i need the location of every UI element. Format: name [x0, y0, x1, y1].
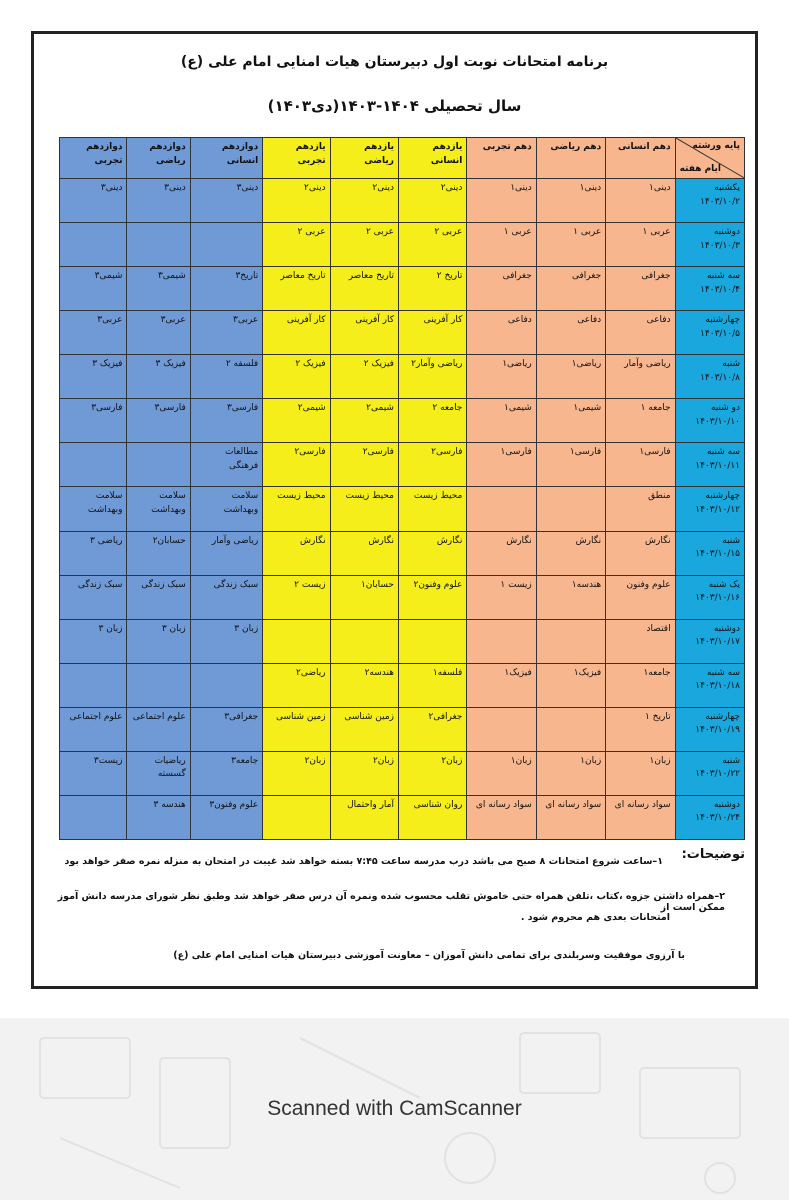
exam-schedule-document — [31, 31, 758, 989]
exam-cell: حسابان۲ — [127, 531, 190, 575]
exam-cell: زبان۱ — [467, 751, 536, 795]
day-date: ۱۴۰۳/۱۰/۳ — [700, 240, 740, 251]
day-name: سه شنبه — [706, 667, 740, 678]
exam-cell: عربی ۲ — [330, 223, 398, 267]
day-cell — [675, 267, 744, 311]
exam-cell: تاریخ معاصر — [330, 267, 398, 311]
day-name: شنبه — [722, 535, 740, 546]
exam-cell: عربی ۲ — [398, 223, 466, 267]
exam-cell: فیزیک ۲ — [330, 355, 398, 399]
note-1: ۱–ساعت شروع امتحانات ۸ صبح می باشد درب مدرسه ساعت ۷:۴۵ بسته خواهد شد غیبت در امتحان به منزله نمره صفر خواهد بود — [64, 856, 663, 867]
day-cell — [675, 575, 744, 619]
day-date: ۱۴۰۳/۱۰/۵ — [700, 328, 740, 339]
table-body — [60, 179, 745, 840]
exam-cell: نگارش — [467, 531, 536, 575]
exam-cell: دینی۱ — [467, 179, 536, 223]
column-header: دوازدهم ریاضی — [127, 138, 190, 179]
day-date: ۱۴۰۳/۱۰/۱۱ — [695, 460, 740, 471]
exam-cell — [60, 443, 127, 487]
exam-cell: زبان ۳ — [190, 619, 262, 663]
exam-cell — [467, 487, 536, 531]
column-header: دوازدهم انسانی — [190, 138, 262, 179]
exam-cell: سلامت وبهداشت — [60, 487, 127, 531]
exam-cell: نگارش — [263, 531, 330, 575]
exam-cell: هندسه۲ — [330, 663, 398, 707]
exam-cell — [398, 619, 466, 663]
day-date: ۱۴۰۳/۱۰/۱۶ — [695, 593, 740, 604]
table-row — [60, 795, 745, 839]
exam-cell — [60, 223, 127, 267]
exam-cell: سلامت وبهداشت — [190, 487, 262, 531]
exam-cell — [127, 443, 190, 487]
exam-cell: زبان ۳ — [60, 619, 127, 663]
exam-cell: دینی۱ — [536, 179, 605, 223]
exam-cell: سبک زندگی — [190, 575, 262, 619]
day-date: ۱۴۰۳/۱۰/۱۵ — [695, 549, 740, 559]
day-name: یکشنبه — [714, 183, 740, 193]
exam-cell: علوم اجتماعی — [60, 707, 127, 751]
exam-cell: سواد رسانه ای — [606, 795, 675, 839]
exam-cell: عربی۳ — [127, 311, 190, 355]
exam-cell: جامعه ۲ — [398, 399, 466, 443]
exam-cell — [330, 619, 398, 663]
exam-cell: دینی۲ — [398, 179, 466, 223]
exam-cell: جغرافی — [536, 267, 605, 311]
exam-cell: زمین شناسی — [263, 707, 330, 751]
exam-cell: فارسی۱ — [606, 443, 675, 487]
exam-cell: ریاضی ۳ — [60, 531, 127, 575]
exam-cell — [263, 795, 330, 839]
exam-cell: زبان۱ — [536, 751, 605, 795]
table-row — [60, 487, 745, 531]
exam-cell: ریاضی وآمار۲ — [398, 355, 466, 399]
exam-cell — [263, 619, 330, 663]
table-row — [60, 267, 745, 311]
exam-cell — [536, 707, 605, 751]
notes-label: توضیحات: — [681, 847, 745, 862]
table-row — [60, 707, 745, 751]
exam-cell: دینی۳ — [190, 179, 262, 223]
day-cell — [675, 355, 744, 399]
column-header: دهم ریاضی — [536, 138, 605, 179]
exam-cell: فارسی۳ — [60, 399, 127, 443]
day-cell — [675, 795, 744, 839]
table-row — [60, 443, 745, 487]
day-name: شنبه — [722, 755, 740, 766]
day-cell — [675, 399, 744, 443]
exam-cell: دینی۱ — [606, 179, 675, 223]
exam-cell: شیمی۱ — [536, 399, 605, 443]
exam-cell: اقتصاد — [606, 619, 675, 663]
day-date: ۱۴۰۳/۱۰/۴ — [700, 284, 740, 295]
exam-cell: مطالعات فرهنگی — [190, 443, 262, 487]
column-header: دهم انسانی — [606, 138, 675, 179]
academic-year-title: سال تحصیلی ۱۴۰۴-۱۴۰۳(دی۱۴۰۳) — [267, 97, 522, 115]
exam-cell: محیط زیست — [263, 487, 330, 531]
exam-cell: شیمی۱ — [467, 399, 536, 443]
exam-cell: شیمی۳ — [127, 267, 190, 311]
exam-cell: زبان۱ — [606, 751, 675, 795]
exam-cell: نگارش — [606, 531, 675, 575]
exam-cell: فلسفه۱ — [398, 663, 466, 707]
exam-cell: عربی۳ — [60, 311, 127, 355]
exam-cell: فیزیک ۳ — [60, 355, 127, 399]
table-row — [60, 355, 745, 399]
exam-cell: سواد رسانه ای — [467, 795, 536, 839]
exam-cell: جغرافی۲ — [398, 707, 466, 751]
exam-cell: حسابان۱ — [330, 575, 398, 619]
exam-cell: شیمی۲ — [330, 399, 398, 443]
exam-cell: محیط زیست — [330, 487, 398, 531]
table-row — [60, 399, 745, 443]
exam-cell: فیزیک ۲ — [263, 355, 330, 399]
exam-cell: علوم وفنون — [606, 575, 675, 619]
table-row — [60, 619, 745, 663]
exam-cell: علوم وفنون۳ — [190, 795, 262, 839]
note-2: ۲–همراه داشتن جزوه ،کتاب ،تلفن همراه حتی خاموش تقلب محسوب شده ونمره آن درس صفر خواهد شد وطبق نظر شورای مدرسه دانش آموز ممکن است از — [57, 891, 725, 913]
day-name: چهارشنبه — [705, 711, 740, 722]
exam-cell: فیزیک۱ — [536, 663, 605, 707]
header-corner-bottom: ایام هفته — [679, 163, 722, 174]
exam-cell: هندسه۱ — [536, 575, 605, 619]
day-name: یک شنبه — [708, 579, 740, 590]
exam-cell: عربی ۱ — [536, 223, 605, 267]
exam-cell: نگارش — [330, 531, 398, 575]
exam-cell: تاریخ۳ — [190, 267, 262, 311]
exam-cell: عربی۳ — [190, 311, 262, 355]
exam-cell: جغرافی۳ — [190, 707, 262, 751]
day-date: ۱۴۰۳/۱۰/۱۷ — [695, 637, 740, 648]
header-corner-cell — [675, 138, 744, 179]
header-corner-top: پایه ورشته — [692, 141, 740, 151]
camscanner-watermark: Scanned with CamScanner — [267, 1097, 522, 1120]
exam-cell: ریاضیات گسسته — [127, 751, 190, 795]
exam-cell: زیست ۲ — [263, 575, 330, 619]
exam-cell: جغرافی — [467, 267, 536, 311]
exam-cell: دفاعی — [467, 311, 536, 355]
exam-cell: آمار واحتمال — [330, 795, 398, 839]
exam-cell: دینی۳ — [60, 179, 127, 223]
exam-cell: عربی ۱ — [467, 223, 536, 267]
day-cell — [675, 707, 744, 751]
day-name: دوشنبه — [713, 799, 740, 810]
day-name: چهارشنبه — [705, 315, 740, 326]
day-name: دوشنبه — [713, 623, 740, 634]
exam-cell: فارسی۳ — [190, 399, 262, 443]
day-name: دو شنبه — [710, 403, 740, 414]
exam-cell: ریاضی وآمار — [606, 355, 675, 399]
exam-cell: فیزیک۱ — [467, 663, 536, 707]
exam-cell: کار آفرینی — [330, 311, 398, 355]
exam-cell: تاریخ ۲ — [398, 267, 466, 311]
table-row — [60, 663, 745, 707]
exam-cell: عربی ۱ — [606, 223, 675, 267]
exam-cell: علوم اجتماعی — [127, 707, 190, 751]
exam-cell: ریاضی۱ — [536, 355, 605, 399]
day-date: ۱۴۰۳/۱۰/۲۲ — [695, 769, 740, 780]
exam-cell: جغرافی — [606, 267, 675, 311]
table-row — [60, 575, 745, 619]
exam-cell: زبان ۳ — [127, 619, 190, 663]
exam-cell: فارسی۱ — [467, 443, 536, 487]
day-name: چهارشنبه — [705, 491, 740, 502]
exam-cell: زیست۳ — [60, 751, 127, 795]
exam-cell: سبک زندگی — [127, 575, 190, 619]
day-name: شنبه — [722, 359, 740, 370]
exam-cell: فارسی۲ — [330, 443, 398, 487]
exam-cell: نگارش — [398, 531, 466, 575]
exam-cell: ریاضی۲ — [263, 663, 330, 707]
exam-cell: دینی۲ — [263, 179, 330, 223]
exam-cell: فلسفه ۲ — [190, 355, 262, 399]
exam-cell: علوم وفنون۲ — [398, 575, 466, 619]
day-cell — [675, 619, 744, 663]
day-name: سه شنبه — [706, 271, 740, 282]
exam-cell: کار آفرینی — [263, 311, 330, 355]
note-2-continued: امتحانات بعدی هم محروم شود . — [520, 912, 670, 923]
exam-cell: زبان۲ — [330, 751, 398, 795]
day-cell — [675, 751, 744, 795]
exam-cell: زبان۲ — [398, 751, 466, 795]
exam-cell: فارسی۲ — [263, 443, 330, 487]
table-row — [60, 311, 745, 355]
schedule-table — [59, 137, 745, 840]
day-date: ۱۴۰۳/۱۰/۸ — [700, 372, 740, 383]
day-cell — [675, 179, 744, 223]
exam-cell: شیمی۳ — [60, 267, 127, 311]
exam-cell: دفاعی — [536, 311, 605, 355]
exam-cell: دینی۲ — [330, 179, 398, 223]
document-title: برنامه امتحانات نوبت اول دبیرستان هیات امنایی امام علی (ع) — [180, 54, 609, 70]
day-cell — [675, 531, 744, 575]
exam-cell: سلامت وبهداشت — [127, 487, 190, 531]
exam-cell: محیط زیست — [398, 487, 466, 531]
day-date: ۱۴۰۳/۱۰/۲ — [700, 196, 740, 207]
exam-cell — [127, 663, 190, 707]
day-cell — [675, 311, 744, 355]
exam-cell: روان شناسی — [398, 795, 466, 839]
exam-cell — [467, 707, 536, 751]
table-row — [60, 179, 745, 223]
table-header-row — [60, 138, 745, 179]
column-header: یازدهم ریاضی — [330, 138, 398, 179]
table-row — [60, 223, 745, 267]
column-header: یازدهم تجربی — [263, 138, 330, 179]
exam-cell: منطق — [606, 487, 675, 531]
exam-cell — [190, 663, 262, 707]
exam-cell — [536, 619, 605, 663]
exam-cell: نگارش — [536, 531, 605, 575]
exam-cell: سواد رسانه ای — [536, 795, 605, 839]
schedule-table-wrapper — [59, 137, 745, 840]
column-header: دوازدهم تجربی — [60, 138, 127, 179]
exam-cell: سبک زندگی — [60, 575, 127, 619]
exam-cell: جامعه۳ — [190, 751, 262, 795]
day-date: ۱۴۰۳/۱۰/۲۴ — [695, 813, 740, 824]
exam-cell: زمین شناسی — [330, 707, 398, 751]
column-header: یازدهم انسانی — [398, 138, 466, 179]
exam-cell: کار آفرینی — [398, 311, 466, 355]
exam-cell: جامعه ۱ — [606, 399, 675, 443]
exam-cell: هندسه ۳ — [127, 795, 190, 839]
exam-cell: عربی ۲ — [263, 223, 330, 267]
exam-cell — [190, 223, 262, 267]
exam-cell: فارسی۱ — [536, 443, 605, 487]
exam-cell — [536, 487, 605, 531]
exam-cell — [60, 795, 127, 839]
closing-wish: با آرزوی موفقیت وسربلندی برای تمامی دانش آموزان – معاونت آموزشی دبیرستان هیات امنایی امام علی (ع) — [173, 950, 685, 961]
exam-cell: فیزیک ۳ — [127, 355, 190, 399]
day-date: ۱۴۰۳/۱۰/۱۸ — [695, 681, 740, 692]
day-cell — [675, 663, 744, 707]
day-name: سه شنبه — [706, 447, 740, 458]
exam-cell: تاریخ معاصر — [263, 267, 330, 311]
exam-cell: فارسی۲ — [398, 443, 466, 487]
exam-cell: شیمی۲ — [263, 399, 330, 443]
table-row — [60, 751, 745, 795]
day-name: دوشنبه — [713, 227, 740, 238]
column-header: دهم تجربی — [467, 138, 536, 179]
exam-cell: ریاضی وآمار — [190, 531, 262, 575]
exam-cell — [127, 223, 190, 267]
exam-cell: زبان۲ — [263, 751, 330, 795]
exam-cell: جامعه۱ — [606, 663, 675, 707]
day-date: ۱۴۰۳/۱۰/۱۹ — [695, 725, 740, 736]
day-cell — [675, 443, 744, 487]
day-date: ۱۴۰۳/۱۰/۱۰ — [695, 416, 740, 427]
exam-cell — [467, 619, 536, 663]
exam-cell: ریاضی۱ — [467, 355, 536, 399]
day-cell — [675, 487, 744, 531]
exam-cell: دفاعی — [606, 311, 675, 355]
exam-cell: تاریخ ۱ — [606, 707, 675, 751]
exam-cell: زیست ۱ — [467, 575, 536, 619]
exam-cell: فارسی۳ — [127, 399, 190, 443]
exam-cell: دینی۳ — [127, 179, 190, 223]
day-date: ۱۴۰۳/۱۰/۱۲ — [695, 504, 740, 515]
table-row — [60, 531, 745, 575]
exam-cell — [60, 663, 127, 707]
day-cell — [675, 223, 744, 267]
